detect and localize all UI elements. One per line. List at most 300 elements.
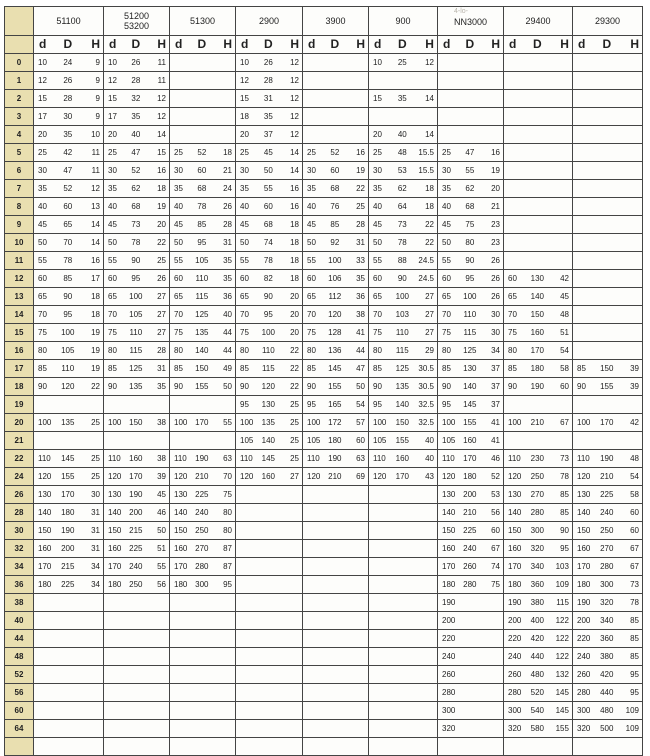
outer-D-value: 250	[129, 580, 143, 589]
faint-handwritten-mark: 4-lo-	[454, 8, 469, 15]
bore-d-value: 65	[38, 292, 47, 301]
dimension-cell	[504, 576, 573, 594]
height-H-value: 39	[157, 472, 166, 481]
outer-D-value: 60	[263, 202, 273, 211]
height-H-value: 41	[491, 418, 500, 427]
outer-D-value: 270	[195, 544, 209, 553]
dimension-cell	[104, 360, 170, 378]
dimension-cell	[438, 126, 504, 144]
table-row	[5, 450, 643, 468]
dimension-cell	[369, 702, 438, 720]
dimension-cell	[369, 162, 438, 180]
outer-D-value: 60	[197, 166, 207, 175]
dimension-cell	[303, 108, 369, 126]
outer-D-value: 150	[600, 364, 614, 373]
dimension-cell	[438, 432, 504, 450]
bore-d-value: 55	[373, 256, 382, 265]
dimension-cell	[34, 468, 104, 486]
dimension-cell	[104, 414, 170, 432]
outer-D-value: 136	[328, 346, 342, 355]
column-label-row	[5, 36, 643, 54]
outer-D-value: 190	[195, 454, 209, 463]
dimension-cell	[573, 450, 643, 468]
height-H-value: 53	[491, 490, 500, 499]
outer-D-value: 520	[530, 688, 544, 697]
outer-D-value: 105	[129, 310, 143, 319]
dimension-cell	[504, 684, 573, 702]
table-row	[5, 540, 643, 558]
height-H-value: 85	[630, 652, 639, 661]
dimension-cell	[236, 252, 303, 270]
height-H-value: 44	[356, 346, 365, 355]
outer-D-value: 190	[129, 490, 143, 499]
outer-D-value: 170	[463, 454, 477, 463]
bore-d-value: 280	[577, 688, 591, 697]
dimension-cell	[573, 126, 643, 144]
dimension-cell	[303, 198, 369, 216]
dimension-cell	[303, 144, 369, 162]
bore-d-value: 190	[508, 598, 522, 607]
height-H-value: 25	[290, 400, 299, 409]
bore-d-value: 35	[174, 184, 183, 193]
bore-d-value: 55	[240, 256, 249, 265]
bore-d-value: 85	[508, 364, 517, 373]
table-row	[5, 270, 643, 288]
outer-D-value: 92	[330, 238, 340, 247]
dim-labels	[504, 36, 573, 54]
dimension-cell	[303, 288, 369, 306]
bore-index: 60	[5, 702, 34, 720]
bore-d-value: 90	[38, 382, 47, 391]
height-H-value: 11	[91, 148, 100, 157]
dimension-cell	[303, 396, 369, 414]
outer-D-value: 180	[463, 472, 477, 481]
height-H-value: 22	[290, 364, 299, 373]
dimension-cell	[236, 432, 303, 450]
dimension-cell	[573, 468, 643, 486]
outer-D-value: 106	[328, 274, 342, 283]
dimension-cell	[573, 162, 643, 180]
dimension-cell	[170, 108, 236, 126]
height-H-value: 19	[91, 346, 100, 355]
bore-d-value: 20	[240, 130, 249, 139]
outer-D-value: 155	[328, 382, 342, 391]
dimension-cell	[504, 234, 573, 252]
height-H-value: 18	[290, 220, 299, 229]
outer-D-value: 280	[195, 562, 209, 571]
bore-d-value: 70	[38, 310, 47, 319]
bore-d-value: 10	[240, 58, 249, 67]
dimension-cell	[369, 108, 438, 126]
outer-D-value: 100	[463, 292, 477, 301]
height-H-value: 12	[157, 112, 166, 121]
bore-d-value: 80	[307, 346, 316, 355]
bore-index: 52	[5, 666, 34, 684]
height-H-value: 31	[157, 364, 166, 373]
dimension-cell	[303, 468, 369, 486]
dimension-cell	[504, 738, 573, 756]
height-H-value: 12	[290, 76, 299, 85]
dimension-cell	[104, 630, 170, 648]
height-H-value: 87	[223, 544, 232, 553]
bore-d-value: 80	[240, 346, 249, 355]
outer-D-value: 78	[397, 238, 407, 247]
outer-D-value: 65	[63, 220, 73, 229]
dimension-cell	[438, 540, 504, 558]
dimension-cell	[573, 234, 643, 252]
height-H-value: 12	[290, 130, 299, 139]
dimension-cell	[573, 270, 643, 288]
dimension-cell	[170, 432, 236, 450]
height-H-value: 69	[356, 472, 365, 481]
bore-d-value: 70	[373, 310, 382, 319]
dimension-cell	[104, 486, 170, 504]
bore-d-value: 60	[174, 274, 183, 283]
dimension-cell	[573, 306, 643, 324]
outer-D-value: 88	[397, 256, 407, 265]
dimension-cell	[104, 54, 170, 72]
outer-D-value: 95	[197, 238, 207, 247]
bore-d-value: 35	[307, 184, 316, 193]
height-H-value: 35	[223, 274, 232, 283]
height-H-value: 49	[223, 364, 232, 373]
dimension-cell	[573, 324, 643, 342]
dimension-cell	[303, 504, 369, 522]
bore-index: 20	[5, 414, 34, 432]
height-H-value: 57	[356, 418, 365, 427]
dimension-cell	[369, 504, 438, 522]
bore-d-value: 90	[174, 382, 183, 391]
height-H-value: 28	[157, 346, 166, 355]
bore-d-value: 240	[508, 652, 522, 661]
label-d: d	[578, 37, 586, 51]
outer-D-value: 210	[600, 472, 614, 481]
dimension-cell	[104, 180, 170, 198]
bore-d-value: 10	[38, 58, 47, 67]
label-d: d	[308, 37, 316, 51]
dimension-cell	[104, 234, 170, 252]
bore-d-value: 180	[508, 580, 522, 589]
bore-d-value: 130	[108, 490, 122, 499]
height-H-value: 27	[425, 328, 434, 337]
height-H-value: 9	[95, 94, 100, 103]
dimension-cell	[104, 702, 170, 720]
series-header	[34, 7, 104, 36]
outer-D-value: 380	[600, 652, 614, 661]
dimension-cell	[104, 396, 170, 414]
dimension-cell	[170, 540, 236, 558]
height-H-value: 50	[157, 526, 166, 535]
outer-D-value: 300	[600, 580, 614, 589]
outer-D-value: 400	[530, 616, 544, 625]
dimension-cell	[170, 468, 236, 486]
bore-d-value: 110	[108, 454, 121, 463]
dimension-cell	[236, 630, 303, 648]
outer-D-value: 85	[63, 274, 73, 283]
bore-d-value: 95	[307, 400, 316, 409]
outer-D-value: 135	[195, 328, 209, 337]
dimension-cell	[303, 306, 369, 324]
bore-index: 36	[5, 576, 34, 594]
bore-index	[5, 738, 34, 756]
height-H-value: 16	[356, 148, 365, 157]
bore-d-value: 70	[442, 310, 451, 319]
height-H-value: 58	[630, 490, 639, 499]
height-H-value: 14	[157, 130, 166, 139]
dimension-cell	[504, 630, 573, 648]
outer-D-value: 190	[61, 526, 75, 535]
bore-d-value: 170	[108, 562, 122, 571]
dimension-cell	[369, 180, 438, 198]
bore-d-value: 80	[38, 346, 47, 355]
height-H-value: 22	[290, 346, 299, 355]
table-row	[5, 126, 643, 144]
dimension-cell	[34, 126, 104, 144]
outer-D-value: 225	[129, 544, 143, 553]
dimension-cell	[104, 684, 170, 702]
bore-d-value: 180	[108, 580, 122, 589]
dimension-cell	[236, 306, 303, 324]
bore-d-value: 45	[442, 220, 451, 229]
height-H-value: 34	[491, 346, 500, 355]
dimension-cell	[170, 558, 236, 576]
outer-D-value: 145	[261, 454, 276, 463]
dim-labels	[104, 36, 170, 54]
bore-d-value: 190	[442, 598, 456, 607]
outer-D-value: 95	[465, 274, 475, 283]
label-h: H	[290, 37, 299, 51]
dimension-cell	[573, 342, 643, 360]
series-header	[504, 7, 573, 36]
label-outer-d: D	[397, 37, 407, 51]
outer-D-value: 78	[197, 202, 207, 211]
outer-D-value: 52	[330, 148, 340, 157]
bore-d-value: 110	[577, 454, 590, 463]
dimension-cell	[303, 684, 369, 702]
height-H-value: 30	[491, 328, 500, 337]
outer-D-value: 120	[328, 310, 342, 319]
dimension-cell	[170, 306, 236, 324]
bore-d-value: 40	[373, 202, 382, 211]
outer-D-value: 78	[131, 238, 141, 247]
height-H-value: 40	[425, 454, 434, 463]
outer-D-value: 90	[131, 256, 141, 265]
bore-d-value: 45	[307, 220, 316, 229]
outer-D-value: 210	[530, 418, 544, 427]
dimension-cell	[34, 738, 104, 756]
height-H-value: 28	[356, 220, 365, 229]
outer-D-value: 64	[397, 202, 407, 211]
bore-d-value: 85	[108, 364, 117, 373]
label-d: d	[241, 37, 249, 51]
bore-d-value: 40	[442, 202, 451, 211]
outer-D-value: 76	[330, 202, 340, 211]
outer-D-value: 320	[530, 544, 544, 553]
dimension-cell	[369, 576, 438, 594]
height-H-value: 26	[491, 292, 500, 301]
height-H-value: 37	[491, 400, 500, 409]
dimension-cell	[236, 324, 303, 342]
outer-D-value: 40	[397, 130, 407, 139]
series-title: 51300	[189, 16, 216, 26]
series-header	[170, 7, 236, 36]
label-outer-d: D	[264, 37, 273, 51]
dimension-cell	[170, 216, 236, 234]
height-H-value: 75	[223, 490, 232, 499]
dimension-cell	[438, 576, 504, 594]
outer-D-value: 35	[131, 112, 141, 121]
bore-index: 44	[5, 630, 34, 648]
dimension-cell	[504, 540, 573, 558]
bore-d-value: 12	[240, 76, 249, 85]
dimension-cell	[504, 180, 573, 198]
outer-D-value: 120	[261, 382, 276, 391]
height-H-value: 27	[425, 310, 434, 319]
bore-d-value: 110	[373, 454, 386, 463]
outer-D-value: 28	[131, 76, 141, 85]
dimension-cell	[438, 180, 504, 198]
bore-d-value: 150	[442, 526, 456, 535]
dimension-cell	[236, 720, 303, 738]
dimension-cell	[303, 630, 369, 648]
dimension-cell	[236, 126, 303, 144]
height-H-value: 16	[91, 256, 100, 265]
dimension-cell	[369, 72, 438, 90]
dimension-cell	[303, 450, 369, 468]
dimension-cell	[236, 522, 303, 540]
table-row	[5, 504, 643, 522]
dimension-cell	[303, 162, 369, 180]
height-H-value: 55	[223, 418, 232, 427]
table-body	[5, 54, 643, 756]
bore-index: 40	[5, 612, 34, 630]
outer-D-value: 170	[129, 472, 143, 481]
outer-D-value: 160	[129, 454, 143, 463]
bore-d-value: 90	[240, 382, 249, 391]
outer-D-value: 155	[395, 436, 409, 445]
dimension-cell	[34, 522, 104, 540]
dimension-cell	[236, 288, 303, 306]
bore-d-value: 10	[373, 58, 382, 67]
bore-d-value: 75	[442, 328, 451, 337]
outer-D-value: 190	[530, 382, 544, 391]
outer-D-value: 140	[530, 292, 544, 301]
height-H-value: 20	[290, 328, 299, 337]
dimension-cell	[504, 720, 573, 738]
bore-d-value: 85	[577, 364, 586, 373]
series-title: NN3000	[453, 17, 488, 27]
table-row	[5, 738, 643, 756]
dimension-cell	[34, 72, 104, 90]
dimension-cell	[104, 576, 170, 594]
bore-d-value: 105	[373, 436, 387, 445]
outer-D-value: 135	[261, 418, 276, 427]
outer-D-value: 128	[328, 328, 342, 337]
height-H-value: 58	[560, 364, 569, 373]
outer-D-value: 170	[530, 346, 544, 355]
height-H-value: 32.5	[418, 418, 434, 427]
height-H-value: 36	[223, 292, 232, 301]
dimension-cell	[170, 486, 236, 504]
label-h: H	[223, 37, 232, 51]
height-H-value: 14	[91, 238, 100, 247]
bore-d-value: 60	[373, 274, 382, 283]
outer-D-value: 280	[463, 580, 477, 589]
bore-d-value: 110	[38, 454, 51, 463]
dimension-cell	[170, 144, 236, 162]
dimension-cell	[369, 414, 438, 432]
outer-D-value: 68	[197, 184, 207, 193]
bore-d-value: 65	[442, 292, 451, 301]
table-row	[5, 360, 643, 378]
label-d: d	[39, 37, 47, 51]
dimension-cell	[573, 738, 643, 756]
table-row	[5, 162, 643, 180]
dimension-cell	[34, 162, 104, 180]
bearing-dimension-table	[4, 6, 643, 756]
bore-d-value: 150	[108, 526, 122, 535]
bore-index: 17	[5, 360, 34, 378]
table-row	[5, 378, 643, 396]
height-H-value: 48	[560, 310, 569, 319]
dimension-cell	[104, 126, 170, 144]
bore-d-value: 170	[442, 562, 456, 571]
height-H-value: 41	[356, 328, 365, 337]
outer-D-value: 170	[195, 418, 209, 427]
dimension-cell	[303, 576, 369, 594]
table-row	[5, 144, 643, 162]
dimension-cell	[34, 252, 104, 270]
table-row	[5, 702, 643, 720]
bore-index: 15	[5, 324, 34, 342]
bore-d-value: 75	[373, 328, 382, 337]
dimension-cell	[34, 270, 104, 288]
outer-D-value: 135	[129, 382, 143, 391]
height-H-value: 24.5	[418, 256, 434, 265]
dimension-cell	[34, 324, 104, 342]
label-outer-d: D	[330, 37, 340, 51]
bore-d-value: 90	[373, 382, 382, 391]
outer-D-value: 52	[131, 166, 141, 175]
height-H-value: 27	[157, 310, 166, 319]
outer-D-value: 100	[395, 292, 409, 301]
index-corner-cell	[5, 7, 34, 36]
bore-d-value: 12	[38, 76, 47, 85]
height-H-value: 27	[157, 328, 166, 337]
bore-d-value: 300	[577, 706, 591, 715]
height-H-value: 17	[91, 274, 100, 283]
series-title: 2900	[258, 16, 280, 26]
bore-index: 0	[5, 54, 34, 72]
dimension-cell	[504, 288, 573, 306]
dimension-cell	[573, 108, 643, 126]
dimension-cell	[504, 612, 573, 630]
outer-D-value: 80	[465, 238, 475, 247]
bore-index: 10	[5, 234, 34, 252]
table-row	[5, 684, 643, 702]
bore-index: 18	[5, 378, 34, 396]
outer-D-value: 50	[263, 166, 273, 175]
label-outer-d: D	[131, 37, 141, 51]
outer-D-value: 47	[465, 148, 475, 157]
height-H-value: 13	[91, 202, 100, 211]
outer-D-value: 45	[263, 148, 273, 157]
outer-D-value: 360	[600, 634, 614, 643]
dimension-cell	[170, 594, 236, 612]
bore-d-value: 60	[108, 274, 117, 283]
dimension-cell	[104, 198, 170, 216]
outer-D-value: 340	[530, 562, 544, 571]
